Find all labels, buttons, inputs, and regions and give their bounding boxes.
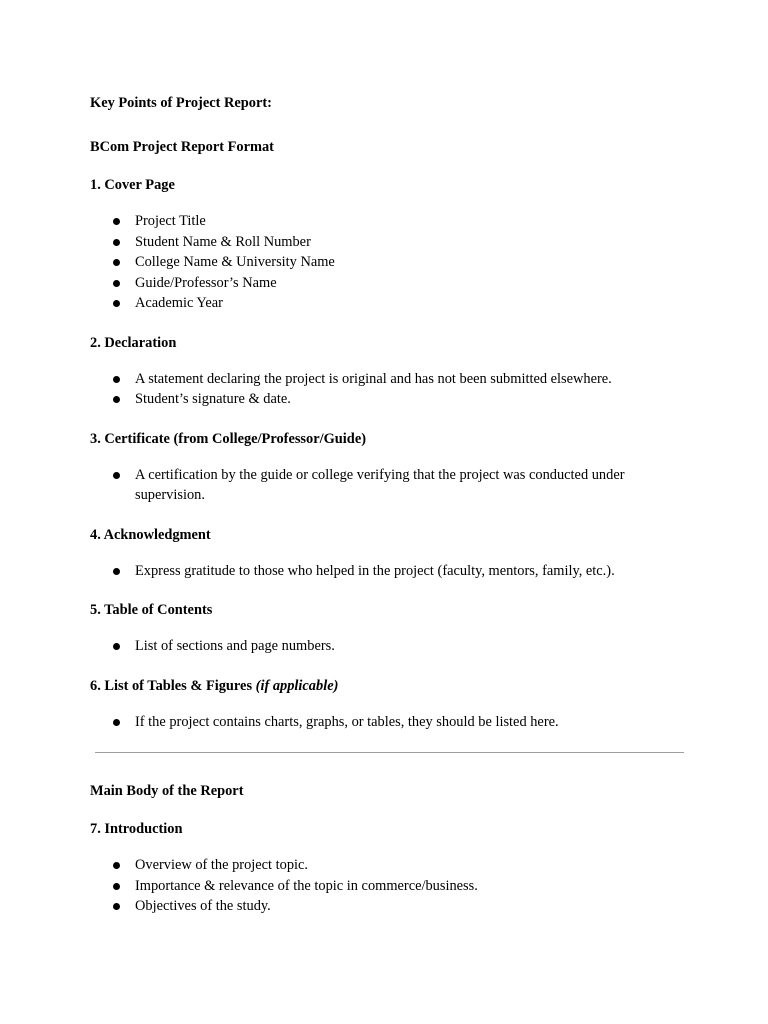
section-heading-text: 6. List of Tables & Figures xyxy=(90,677,256,694)
bullet-icon xyxy=(113,259,120,266)
section-heading-certificate: 3. Certificate (from College/Professor/Guide) xyxy=(90,430,366,447)
bullet-list-cover-page xyxy=(90,211,678,314)
bullet-icon xyxy=(113,643,120,650)
list-item: Objectives of the study. xyxy=(90,896,678,917)
list-item: Importance & relevance of the topic in commerce/business. xyxy=(90,876,678,897)
list-item: Project Title xyxy=(90,211,678,232)
bullet-icon xyxy=(113,280,120,287)
bullet-icon xyxy=(113,218,120,225)
format-title: BCom Project Report Format xyxy=(90,139,274,155)
list-item: Student Name & Roll Number xyxy=(90,232,678,253)
bullet-list-acknowledgment xyxy=(90,561,678,582)
list-item: If the project contains charts, graphs, or tables, they should be listed here. xyxy=(90,712,678,733)
bullet-icon xyxy=(113,300,120,307)
section-heading-list-of-tables xyxy=(90,677,678,695)
bullet-icon xyxy=(113,376,120,383)
section-heading-table-of-contents: 5. Table of Contents xyxy=(90,602,213,618)
section-heading-acknowledgment: 4. Acknowledgment xyxy=(90,526,211,543)
bullet-icon xyxy=(113,883,120,890)
bullet-list-introduction xyxy=(90,855,678,917)
section-heading-cover-page: 1. Cover Page xyxy=(90,177,175,193)
list-item: College Name & University Name xyxy=(90,252,678,273)
bullet-icon xyxy=(113,903,120,910)
main-body-title: Main Body of the Report xyxy=(90,783,244,799)
horizontal-divider xyxy=(95,752,684,753)
list-item: Overview of the project topic. xyxy=(90,855,678,876)
list-item: Academic Year xyxy=(90,293,678,314)
bullet-icon xyxy=(113,396,120,403)
bullet-list-certificate xyxy=(90,465,678,506)
bullet-icon xyxy=(113,862,120,869)
list-item: A statement declaring the project is original and has not been submitted elsewhere. xyxy=(90,369,678,390)
bullet-icon xyxy=(113,568,120,575)
list-item: Guide/Professor’s Name xyxy=(90,273,678,294)
section-heading-introduction: 7. Introduction xyxy=(90,821,183,837)
bullet-icon xyxy=(113,719,120,726)
section-heading-note: (if applicable) xyxy=(255,677,339,694)
section-heading-declaration: 2. Declaration xyxy=(90,334,177,351)
list-item: List of sections and page numbers. xyxy=(90,636,678,657)
bullet-icon xyxy=(113,239,120,246)
list-item: Student’s signature & date. xyxy=(90,389,678,410)
bullet-icon xyxy=(113,472,120,479)
bullet-list-table-of-contents xyxy=(90,636,678,657)
document-title: Key Points of Project Report: xyxy=(90,95,272,111)
list-item: Express gratitude to those who helped in the project (faculty, mentors, family, etc.). xyxy=(90,561,678,582)
list-item: A certification by the guide or college verifying that the project was conducted under supervision. xyxy=(90,465,678,506)
bullet-list-list-of-tables xyxy=(90,712,678,733)
bullet-list-declaration xyxy=(90,369,678,410)
